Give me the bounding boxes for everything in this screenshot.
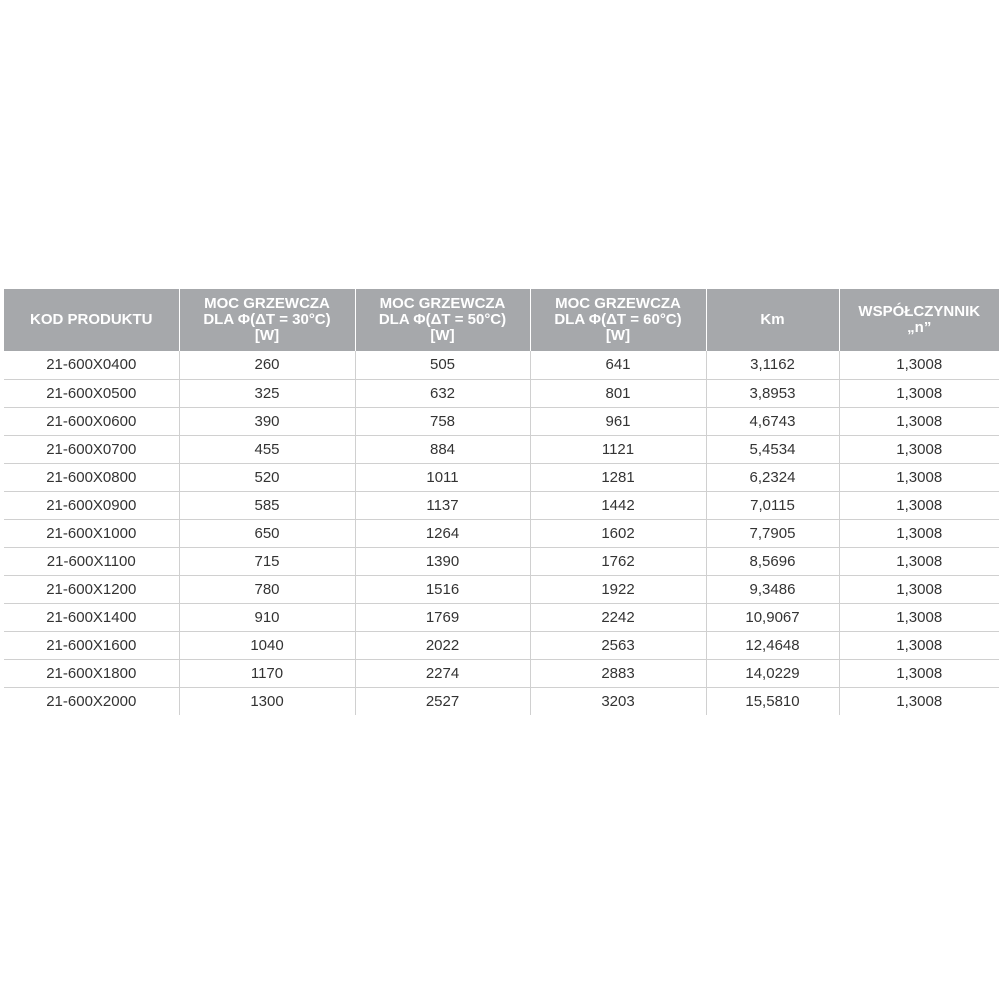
- cell-km: 10,9067: [706, 603, 839, 631]
- table-row: [4, 547, 999, 575]
- cell-km: 4,6743: [706, 407, 839, 435]
- table-row: [4, 603, 999, 631]
- product-table-container: [4, 289, 999, 715]
- cell-coefficient-n: 1,3008: [839, 491, 999, 519]
- cell-coefficient-n: 1,3008: [839, 407, 999, 435]
- header-km: [706, 289, 839, 351]
- cell-power-50: 2022: [355, 631, 530, 659]
- header-row: [4, 289, 999, 351]
- header-line: Km: [760, 311, 785, 328]
- cell-power-50: 2274: [355, 659, 530, 687]
- cell-product-code: 21-600X0600: [4, 407, 179, 435]
- cell-coefficient-n: 1,3008: [839, 379, 999, 407]
- cell-power-30: 1300: [179, 687, 355, 715]
- cell-power-60: 2563: [530, 631, 706, 659]
- cell-power-60: 3203: [530, 687, 706, 715]
- product-table: [4, 289, 999, 715]
- cell-product-code: 21-600X0700: [4, 435, 179, 463]
- cell-power-30: 585: [179, 491, 355, 519]
- cell-power-60: 1602: [530, 519, 706, 547]
- table-row: [4, 575, 999, 603]
- cell-coefficient-n: 1,3008: [839, 575, 999, 603]
- cell-km: 9,3486: [706, 575, 839, 603]
- cell-power-50: 1264: [355, 519, 530, 547]
- cell-product-code: 21-600X0500: [4, 379, 179, 407]
- cell-power-30: 780: [179, 575, 355, 603]
- cell-power-50: 1137: [355, 491, 530, 519]
- cell-power-50: 1011: [355, 463, 530, 491]
- cell-power-60: 1922: [530, 575, 706, 603]
- header-line: [W]: [254, 327, 280, 344]
- cell-km: 12,4648: [706, 631, 839, 659]
- cell-product-code: 21-600X1800: [4, 659, 179, 687]
- header-product-code: [4, 289, 179, 351]
- cell-product-code: 21-600X0400: [4, 351, 179, 379]
- cell-coefficient-n: 1,3008: [839, 547, 999, 575]
- cell-coefficient-n: 1,3008: [839, 659, 999, 687]
- cell-power-60: 2242: [530, 603, 706, 631]
- header-line: DLA Φ(ΔT = 30°C): [203, 311, 331, 328]
- cell-power-30: 390: [179, 407, 355, 435]
- cell-power-30: 650: [179, 519, 355, 547]
- cell-power-50: 1769: [355, 603, 530, 631]
- cell-power-30: 1170: [179, 659, 355, 687]
- cell-power-30: 715: [179, 547, 355, 575]
- cell-power-30: 260: [179, 351, 355, 379]
- header-line: WSPÓŁCZYNNIK: [858, 303, 981, 320]
- cell-product-code: 21-600X1200: [4, 575, 179, 603]
- cell-power-60: 961: [530, 407, 706, 435]
- cell-power-50: 1390: [355, 547, 530, 575]
- cell-coefficient-n: 1,3008: [839, 351, 999, 379]
- cell-product-code: 21-600X1600: [4, 631, 179, 659]
- cell-product-code: 21-600X0800: [4, 463, 179, 491]
- cell-coefficient-n: 1,3008: [896, 692, 943, 710]
- header-line: MOC GRZEWCZA: [555, 295, 681, 312]
- table-row: [4, 659, 999, 687]
- cell-power-50: 505: [355, 351, 530, 379]
- cell-power-30: 910: [179, 603, 355, 631]
- cell-power-60: 2883: [530, 659, 706, 687]
- header-line: „n”: [907, 319, 932, 336]
- header-line: KOD PRODUKTU: [30, 311, 153, 328]
- cell-product-code: 21-600X2000: [4, 687, 179, 715]
- table-row: [4, 379, 999, 407]
- cell-power-50: 758: [355, 407, 530, 435]
- cell-km: 7,7905: [706, 519, 839, 547]
- table-body: [4, 351, 999, 715]
- cell-product-code: 21-600X1400: [4, 603, 179, 631]
- cell-power-50: 884: [355, 435, 530, 463]
- header-line: [W]: [430, 327, 455, 344]
- header-power-60: [530, 289, 706, 351]
- table-row: [4, 687, 999, 715]
- cell-power-60: 1121: [530, 435, 706, 463]
- cell-km: 15,5810: [706, 687, 839, 715]
- cell-power-50: 632: [355, 379, 530, 407]
- cell-km: 14,0229: [706, 659, 839, 687]
- table-row: [4, 463, 999, 491]
- cell-coefficient-n: 1,3008: [839, 603, 999, 631]
- header-line: DLA Φ(ΔT = 50°C): [378, 311, 507, 328]
- cell-power-50: 2527: [355, 687, 530, 715]
- cell-km: 6,2324: [706, 463, 839, 491]
- table-row: [4, 351, 999, 379]
- table-row: [4, 631, 999, 659]
- cell-power-60: 641: [530, 351, 706, 379]
- header-power-50: [355, 289, 530, 351]
- header-line: [W]: [605, 327, 631, 344]
- cell-km: 3,8953: [706, 379, 839, 407]
- cell-coefficient-n: 1,3008: [839, 519, 999, 547]
- cell-coefficient-n: 1,3008: [839, 435, 999, 463]
- cell-km: 8,5696: [706, 547, 839, 575]
- cell-power-60: 1762: [530, 547, 706, 575]
- cell-product-code: 21-600X1000: [4, 519, 179, 547]
- table-row: [4, 491, 999, 519]
- header-line: MOC GRZEWCZA: [379, 295, 506, 312]
- cell-product-code: 21-600X1100: [4, 547, 179, 575]
- cell-product-code: 21-600X0900: [4, 491, 179, 519]
- cell-km: 5,4534: [706, 435, 839, 463]
- cell-power-50: 1516: [355, 575, 530, 603]
- header-coefficient-n: [839, 289, 999, 351]
- cell-power-30: 1040: [179, 631, 355, 659]
- cell-power-60: 801: [530, 379, 706, 407]
- table-row: [4, 435, 999, 463]
- table-row: [4, 519, 999, 547]
- cell-coefficient-n: 1,3008: [839, 463, 999, 491]
- header-line: DLA Φ(ΔT = 60°C): [554, 311, 682, 328]
- header-power-30: [179, 289, 355, 351]
- cell-power-60: 1281: [530, 463, 706, 491]
- cell-coefficient-n: 1,3008: [839, 631, 999, 659]
- table-header: [4, 289, 999, 351]
- cell-km: 7,0115: [706, 491, 839, 519]
- table-row: [4, 407, 999, 435]
- cell-power-30: 520: [179, 463, 355, 491]
- header-line: MOC GRZEWCZA: [204, 295, 330, 312]
- cell-power-30: 325: [179, 379, 355, 407]
- cell-power-60: 1442: [530, 491, 706, 519]
- cell-km: 3,1162: [706, 351, 839, 379]
- cell-power-30: 455: [179, 435, 355, 463]
